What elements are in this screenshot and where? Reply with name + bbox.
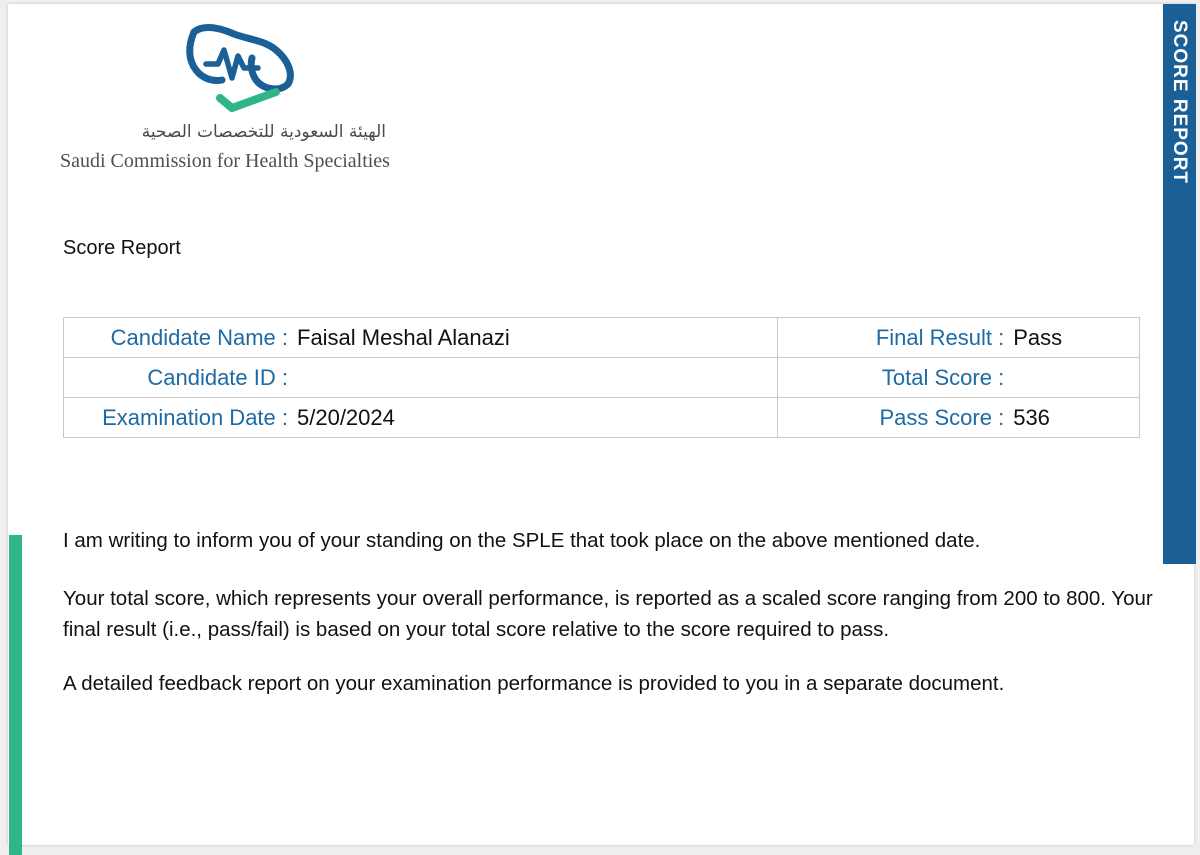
body-paragraph-feedback: A detailed feedback report on your examination performance is provided to you in a separate document. (63, 672, 1005, 695)
candidate-name-label: Candidate Name : (110, 324, 288, 350)
candidate-id-cell (64, 358, 778, 398)
score-report-side-tab (1163, 4, 1196, 564)
side-tab-label: SCORE REPORT (1169, 20, 1190, 185)
score-report-page (8, 4, 1194, 845)
final-result-label: Final Result : (875, 324, 1005, 350)
pass-score-value: 536 (1013, 404, 1050, 430)
scfhs-logo (176, 20, 296, 120)
pass-score-cell (778, 398, 1140, 438)
body-paragraph-standing: I am writing to inform you of your standing on the SPLE that took place on the above mentioned date. (63, 529, 981, 552)
exam-date-cell (64, 398, 778, 438)
organization-name-english: Saudi Commission for Health Specialties (60, 150, 390, 172)
exam-date-value: 5/20/2024 (297, 404, 395, 430)
candidate-id-value (288, 365, 297, 390)
candidate-id-label: Candidate ID : (147, 364, 288, 390)
table-row (64, 398, 1140, 438)
body-paragraph-scoring: Your total score, which represents your overall performance, is reported as a scaled score ranging from 200 to 800. Your final result (i.e., pass/fail) is based on your total score relative to the score required to pass. (63, 587, 1153, 641)
total-score-cell (778, 358, 1140, 398)
candidate-name-cell (64, 318, 778, 358)
final-result-cell (778, 318, 1140, 358)
table-row (64, 358, 1140, 398)
organization-name-arabic: الهيئة السعودية للتخصصات الصحية (141, 122, 386, 142)
candidate-info-table (63, 317, 1140, 438)
final-result-value: Pass (1013, 324, 1063, 350)
candidate-name-value: Faisal Meshal Alanazi (297, 324, 510, 350)
total-score-value (1004, 365, 1013, 390)
total-score-label: Total Score : (881, 364, 1005, 390)
table-row (64, 318, 1140, 358)
pass-score-label: Pass Score : (879, 404, 1005, 430)
exam-date-label: Examination Date : (102, 404, 288, 430)
green-accent-bar (9, 535, 22, 855)
document-title: Score Report (63, 237, 181, 259)
